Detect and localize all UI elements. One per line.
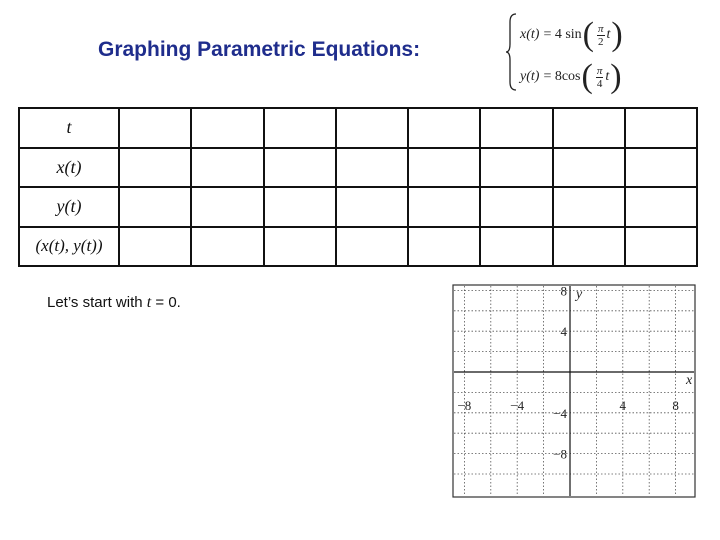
y-tick-label: 4 [560, 324, 567, 340]
coordinate-grid [452, 284, 696, 498]
start-prompt [47, 294, 181, 312]
table-row [19, 187, 697, 227]
x-equation-fraction [597, 23, 605, 48]
x-fraction-denominator: 2 [598, 35, 604, 48]
table-cell[interactable] [553, 227, 625, 267]
x-tick-label: −8 [457, 398, 472, 413]
table-cell[interactable] [480, 187, 552, 227]
table-cell[interactable] [408, 108, 480, 148]
x-tick-label: −4 [510, 398, 525, 413]
y-equation-close-paren: ) [610, 58, 622, 95]
y-fraction-numerator: π [596, 64, 603, 77]
table-cell[interactable] [191, 227, 263, 267]
table-cell[interactable] [336, 187, 408, 227]
table-cell[interactable] [553, 187, 625, 227]
table-cell[interactable] [191, 187, 263, 227]
y-equation [520, 60, 623, 94]
y-equation-lhs: y(t) [520, 69, 540, 84]
table-cell[interactable] [119, 148, 191, 188]
x-equation-function: = 4 sin [543, 27, 582, 42]
table-cell[interactable] [264, 187, 336, 227]
table-cell[interactable] [408, 227, 480, 267]
x-equation [520, 18, 624, 52]
table-cell[interactable] [191, 108, 263, 148]
x-tick-label: 8 [672, 398, 679, 413]
table-cell[interactable] [264, 148, 336, 188]
table-row-label: (x(t), y(t)) [19, 227, 119, 267]
x-equation-lhs: x(t) [520, 27, 540, 42]
left-brace-icon [506, 12, 518, 92]
table-cell[interactable] [119, 108, 191, 148]
table-cell[interactable] [553, 148, 625, 188]
y-equation-open-paren: ( [581, 58, 593, 95]
table-cell[interactable] [191, 148, 263, 188]
table-row [19, 108, 697, 148]
x-equation-open-paren: ( [582, 16, 594, 53]
y-tick-label: −4 [553, 405, 567, 421]
table-cell[interactable] [480, 148, 552, 188]
x-equation-close-paren: ) [611, 16, 623, 53]
table-cell[interactable] [336, 108, 408, 148]
table-cell[interactable] [264, 108, 336, 148]
table-cell[interactable] [119, 227, 191, 267]
y-equation-variable: t [605, 69, 610, 84]
table-row [19, 148, 697, 188]
parametric-equation-system [506, 8, 646, 94]
table-cell[interactable] [408, 187, 480, 227]
table-cell[interactable] [480, 227, 552, 267]
table-cell[interactable] [625, 108, 697, 148]
x-axis-label: x [686, 373, 693, 388]
x-tick-label: 4 [619, 398, 627, 413]
table-cell[interactable] [625, 187, 697, 227]
table-cell[interactable] [480, 108, 552, 148]
table-row-label: t [19, 108, 119, 148]
table-cell[interactable] [553, 108, 625, 148]
y-axis-label: y [576, 287, 583, 302]
y-tick-label: −8 [553, 446, 567, 462]
y-tick-label: 8 [560, 284, 567, 299]
table-cell[interactable] [119, 187, 191, 227]
table-row [19, 227, 697, 267]
table-cell[interactable] [408, 148, 480, 188]
slide-title: Graphing Parametric Equations: [98, 38, 421, 61]
y-equation-function: = 8cos [543, 69, 581, 84]
table-row-label: x(t) [19, 148, 119, 188]
graph-frame [453, 285, 695, 497]
table-cell[interactable] [336, 148, 408, 188]
prompt-variable: t [146, 294, 152, 311]
y-fraction-denominator: 4 [596, 77, 603, 90]
table-cell[interactable] [336, 227, 408, 267]
y-equation-fraction [596, 65, 604, 90]
prompt-text: Let’s start with [47, 294, 143, 311]
table-cell[interactable] [625, 148, 697, 188]
table-cell[interactable] [264, 227, 336, 267]
table-cell[interactable] [625, 227, 697, 267]
prompt-value: = 0. [155, 294, 181, 311]
x-equation-variable: t [606, 27, 611, 42]
x-fraction-numerator: π [598, 22, 604, 35]
table-row-label: y(t) [19, 187, 119, 227]
values-table [18, 107, 698, 267]
